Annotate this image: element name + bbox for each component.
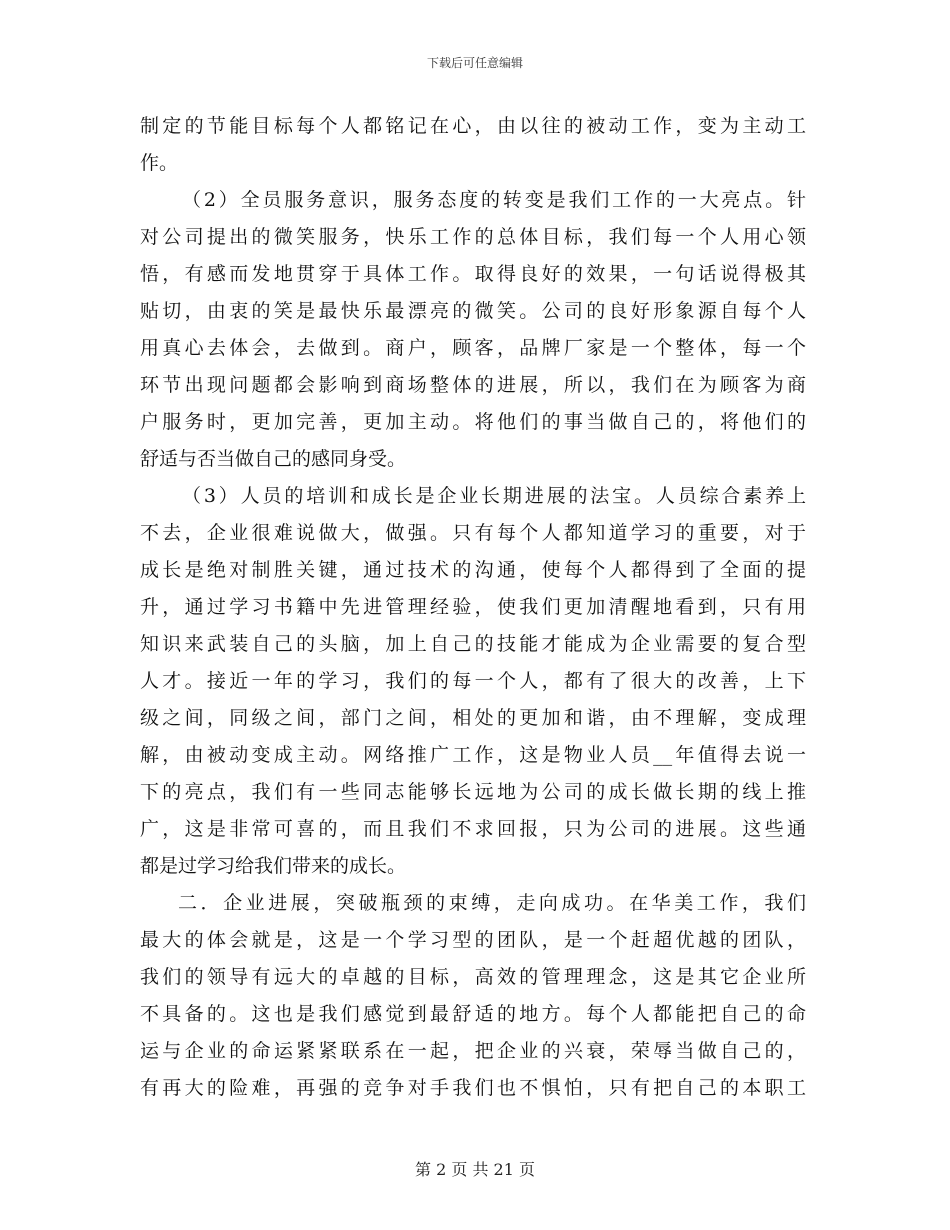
text-line: 有再大的险难，再强的竞争对手我们也不惧怕，只有把自己的本职工	[140, 1077, 806, 1099]
text-line: 悟，有感而发地贯穿于具体工作。取得良好的效果，一句话说得极其	[140, 263, 806, 285]
text-line: 对公司提出的微笑服务，快乐工作的总体目标，我们每一个人用心领	[140, 226, 806, 248]
text-line: 最大的体会就是，这是一个学习型的团队，是一个赶超优越的团队，	[140, 929, 806, 951]
text-line: （3）人员的培训和成长是企业长期进展的法宝。人员综合素养上	[182, 485, 806, 507]
text-line: 人才。接近一年的学习，我们的每一个人，都有了很大的改善，上下	[140, 670, 806, 692]
text-line: 户服务时，更加完善，更加主动。将他们的事当做自己的，将他们的	[140, 411, 806, 433]
text-line: 解，由被动变成主动。网络推广工作，这是物业人员__年值得去说一	[140, 744, 806, 766]
text-line: 用真心去体会，去做到。商户，顾客，品牌厂家是一个整体，每一个	[140, 337, 806, 359]
text-line: 环节出现问题都会影响到商场整体的进展，所以，我们在为顾客为商	[140, 374, 806, 396]
text-line: 不去，企业很难说做大，做强。只有每个人都知道学习的重要，对于	[140, 522, 806, 544]
text-line: （2）全员服务意识，服务态度的转变是我们工作的一大亮点。针	[182, 189, 806, 211]
text-line: 知识来武装自己的头脑，加上自己的技能才能成为企业需要的复合型	[140, 633, 806, 655]
page-number: 第 2 页 共 21 页	[415, 1160, 535, 1179]
text-line: 作。	[140, 152, 179, 174]
text-line: 级之间，同级之间，部门之间，相处的更加和谐，由不理解，变成理	[140, 707, 806, 729]
text-line: 贴切，由衷的笑是最快乐最漂亮的微笑。公司的良好形象源自每个人	[140, 300, 806, 322]
text-line: 都是过学习给我们带来的成长。	[140, 855, 407, 877]
text-line: 升，通过学习书籍中先进管理经验，使我们更加清醒地看到，只有用	[140, 596, 806, 618]
text-line: 运与企业的命运紧紧联系在一起，把企业的兴衰，荣辱当做自己的，	[140, 1040, 806, 1062]
text-line: 成长是绝对制胜关键，通过技术的沟通，使每个人都得到了全面的提	[140, 559, 806, 581]
text-line: 制定的节能目标每个人都铭记在心，由以往的被动工作，变为主动工	[140, 115, 806, 137]
text-line: 舒适与否当做自己的感同身受。	[140, 448, 407, 470]
document-body	[140, 108, 806, 1107]
text-line: 下的亮点，我们有一些同志能够长远地为公司的成长做长期的线上推	[140, 781, 806, 803]
text-line: 二．企业进展，突破瓶颈的束缚，走向成功。在华美工作，我们	[178, 892, 806, 914]
text-line: 广，这是非常可喜的，而且我们不求回报，只为公司的进展。这些通	[140, 818, 806, 840]
text-line: 不具备的。这也是我们感觉到最舒适的地方。每个人都能把自己的命	[140, 1003, 806, 1025]
page-header: 下载后可任意编辑	[426, 56, 523, 70]
text-line: 我们的领导有远大的卓越的目标，高效的管理理念，这是其它企业所	[140, 966, 806, 988]
